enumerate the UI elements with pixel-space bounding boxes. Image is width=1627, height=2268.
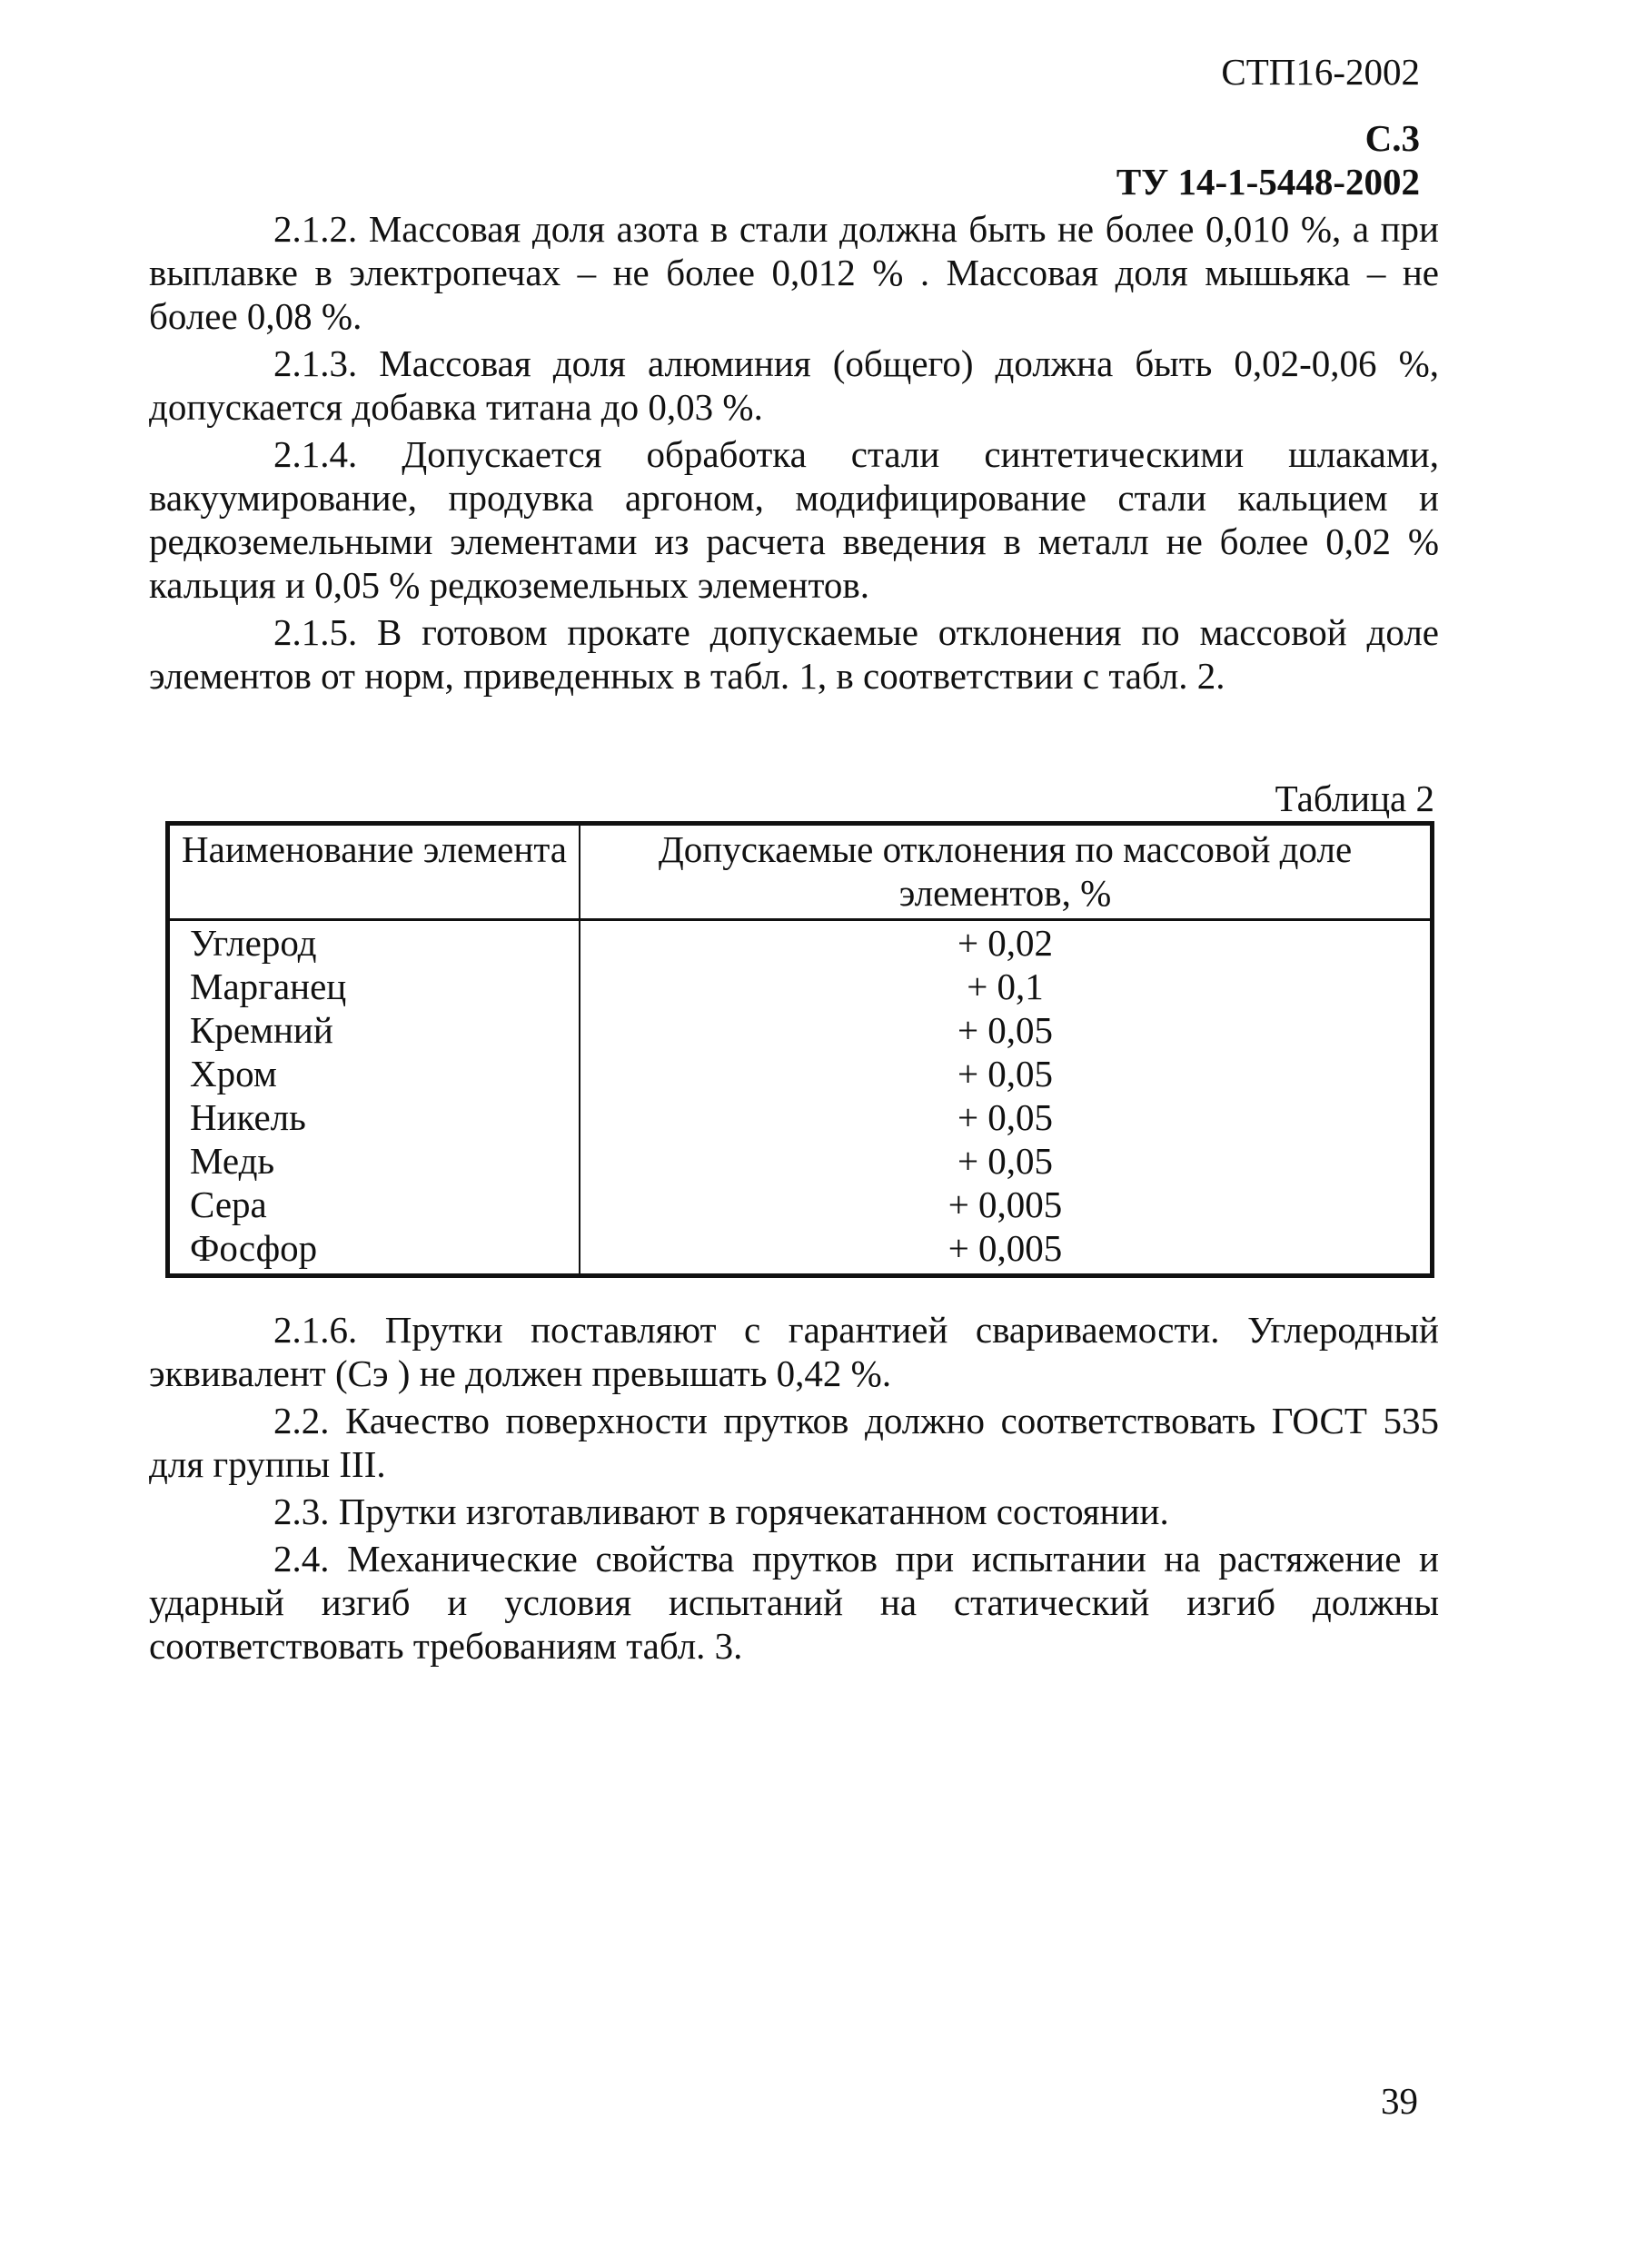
table-cell-element: Кремний: [168, 1008, 580, 1052]
table-cell-element: Медь: [168, 1139, 580, 1183]
document-code: СТП16-2002: [1221, 51, 1420, 93]
table-cell-element: Марганец: [168, 965, 580, 1008]
table-cell-deviation: + 0,005: [947, 1227, 1063, 1269]
table-cell-element: Углерод: [168, 920, 580, 966]
paragraph-2-1-6: 2.1.6. Прутки поставляют с гарантией свариваемости. Углеродный эквивалент (Cэ ) не должен превышать 0,42 %.: [149, 1309, 1439, 1394]
table-row: [168, 1183, 1433, 1226]
table-row: [168, 920, 1433, 966]
table-header-row: [168, 824, 1433, 920]
paragraph-2-1-3: 2.1.3. Массовая доля алюминия (общего) должна быть 0,02-0,06 %, допускается добавка титана до 0,03 %.: [149, 342, 1439, 428]
table-cell-deviation: + 0,1: [967, 966, 1044, 1007]
paragraph-2-1-4: 2.1.4. Допускается обработка стали синтетическими шлаками, вакуумирование, продувка аргоном, модифицирование стали кальцием и редкоземельными элементами из расчета введения в металл не более 0,02 % кальция и 0,05 % редкоземельных элементов.: [149, 433, 1439, 606]
table-row: [168, 965, 1433, 1008]
page-label: С.3: [1364, 117, 1420, 159]
page-number: 39: [1381, 2080, 1418, 2122]
paragraph-2-1-2: 2.1.2. Массовая доля азота в стали должна быть не более 0,010 %, а при выплавке в электропечах – не более 0,012 % . Массовая доля мышьяка – не более 0,08 %.: [149, 208, 1439, 337]
paragraph-2-4: 2.4. Механические свойства прутков при испытании на растяжение и ударный изгиб и условия испытаний на статический изгиб должны соответствовать требованиям табл. 3.: [149, 1538, 1439, 1667]
table-cell-element: Фосфор: [168, 1226, 580, 1276]
table-cell-deviation: + 0,05: [957, 1009, 1054, 1051]
paragraph-2-1-5: 2.1.5. В готовом прокате допускаемые отклонения по массовой доле элементов от норм, приведенных в табл. 1, в соответствии с табл. 2.: [149, 611, 1439, 697]
table-row: [168, 1139, 1433, 1183]
table-cell-element: Никель: [168, 1095, 580, 1139]
table-row: [168, 1095, 1433, 1139]
table-cell-deviation: + 0,02: [957, 922, 1054, 964]
table-header-element: Наименование элемента: [168, 824, 580, 920]
table-cell-element: Хром: [168, 1052, 580, 1095]
table-cell-deviation: + 0,005: [947, 1184, 1063, 1225]
paragraph-2-2: 2.2. Качество поверхности прутков должно соответствовать ГОСТ 535 для группы III.: [149, 1400, 1439, 1485]
tu-code: ТУ 14-1-5448-2002: [1116, 161, 1420, 203]
table-cell-deviation: + 0,05: [957, 1053, 1054, 1094]
table-cell-element: Сера: [168, 1183, 580, 1226]
table-header-deviation: Допускаемые отклонения по массовой доле элементов, %: [580, 824, 1433, 920]
text-block-bottom: [149, 1308, 1439, 1671]
table-cell-deviation: + 0,05: [957, 1096, 1054, 1138]
table-row: [168, 1008, 1433, 1052]
paragraph-2-3: 2.3. Прутки изготавливают в горячекатанном состоянии.: [273, 1491, 1169, 1532]
table-cell-deviation: + 0,05: [957, 1140, 1054, 1182]
text-block-top: [149, 207, 1439, 701]
table-caption: Таблица 2: [1275, 777, 1434, 819]
table-row: [168, 1052, 1433, 1095]
table-row: [168, 1226, 1433, 1276]
deviations-table: [165, 821, 1434, 1278]
